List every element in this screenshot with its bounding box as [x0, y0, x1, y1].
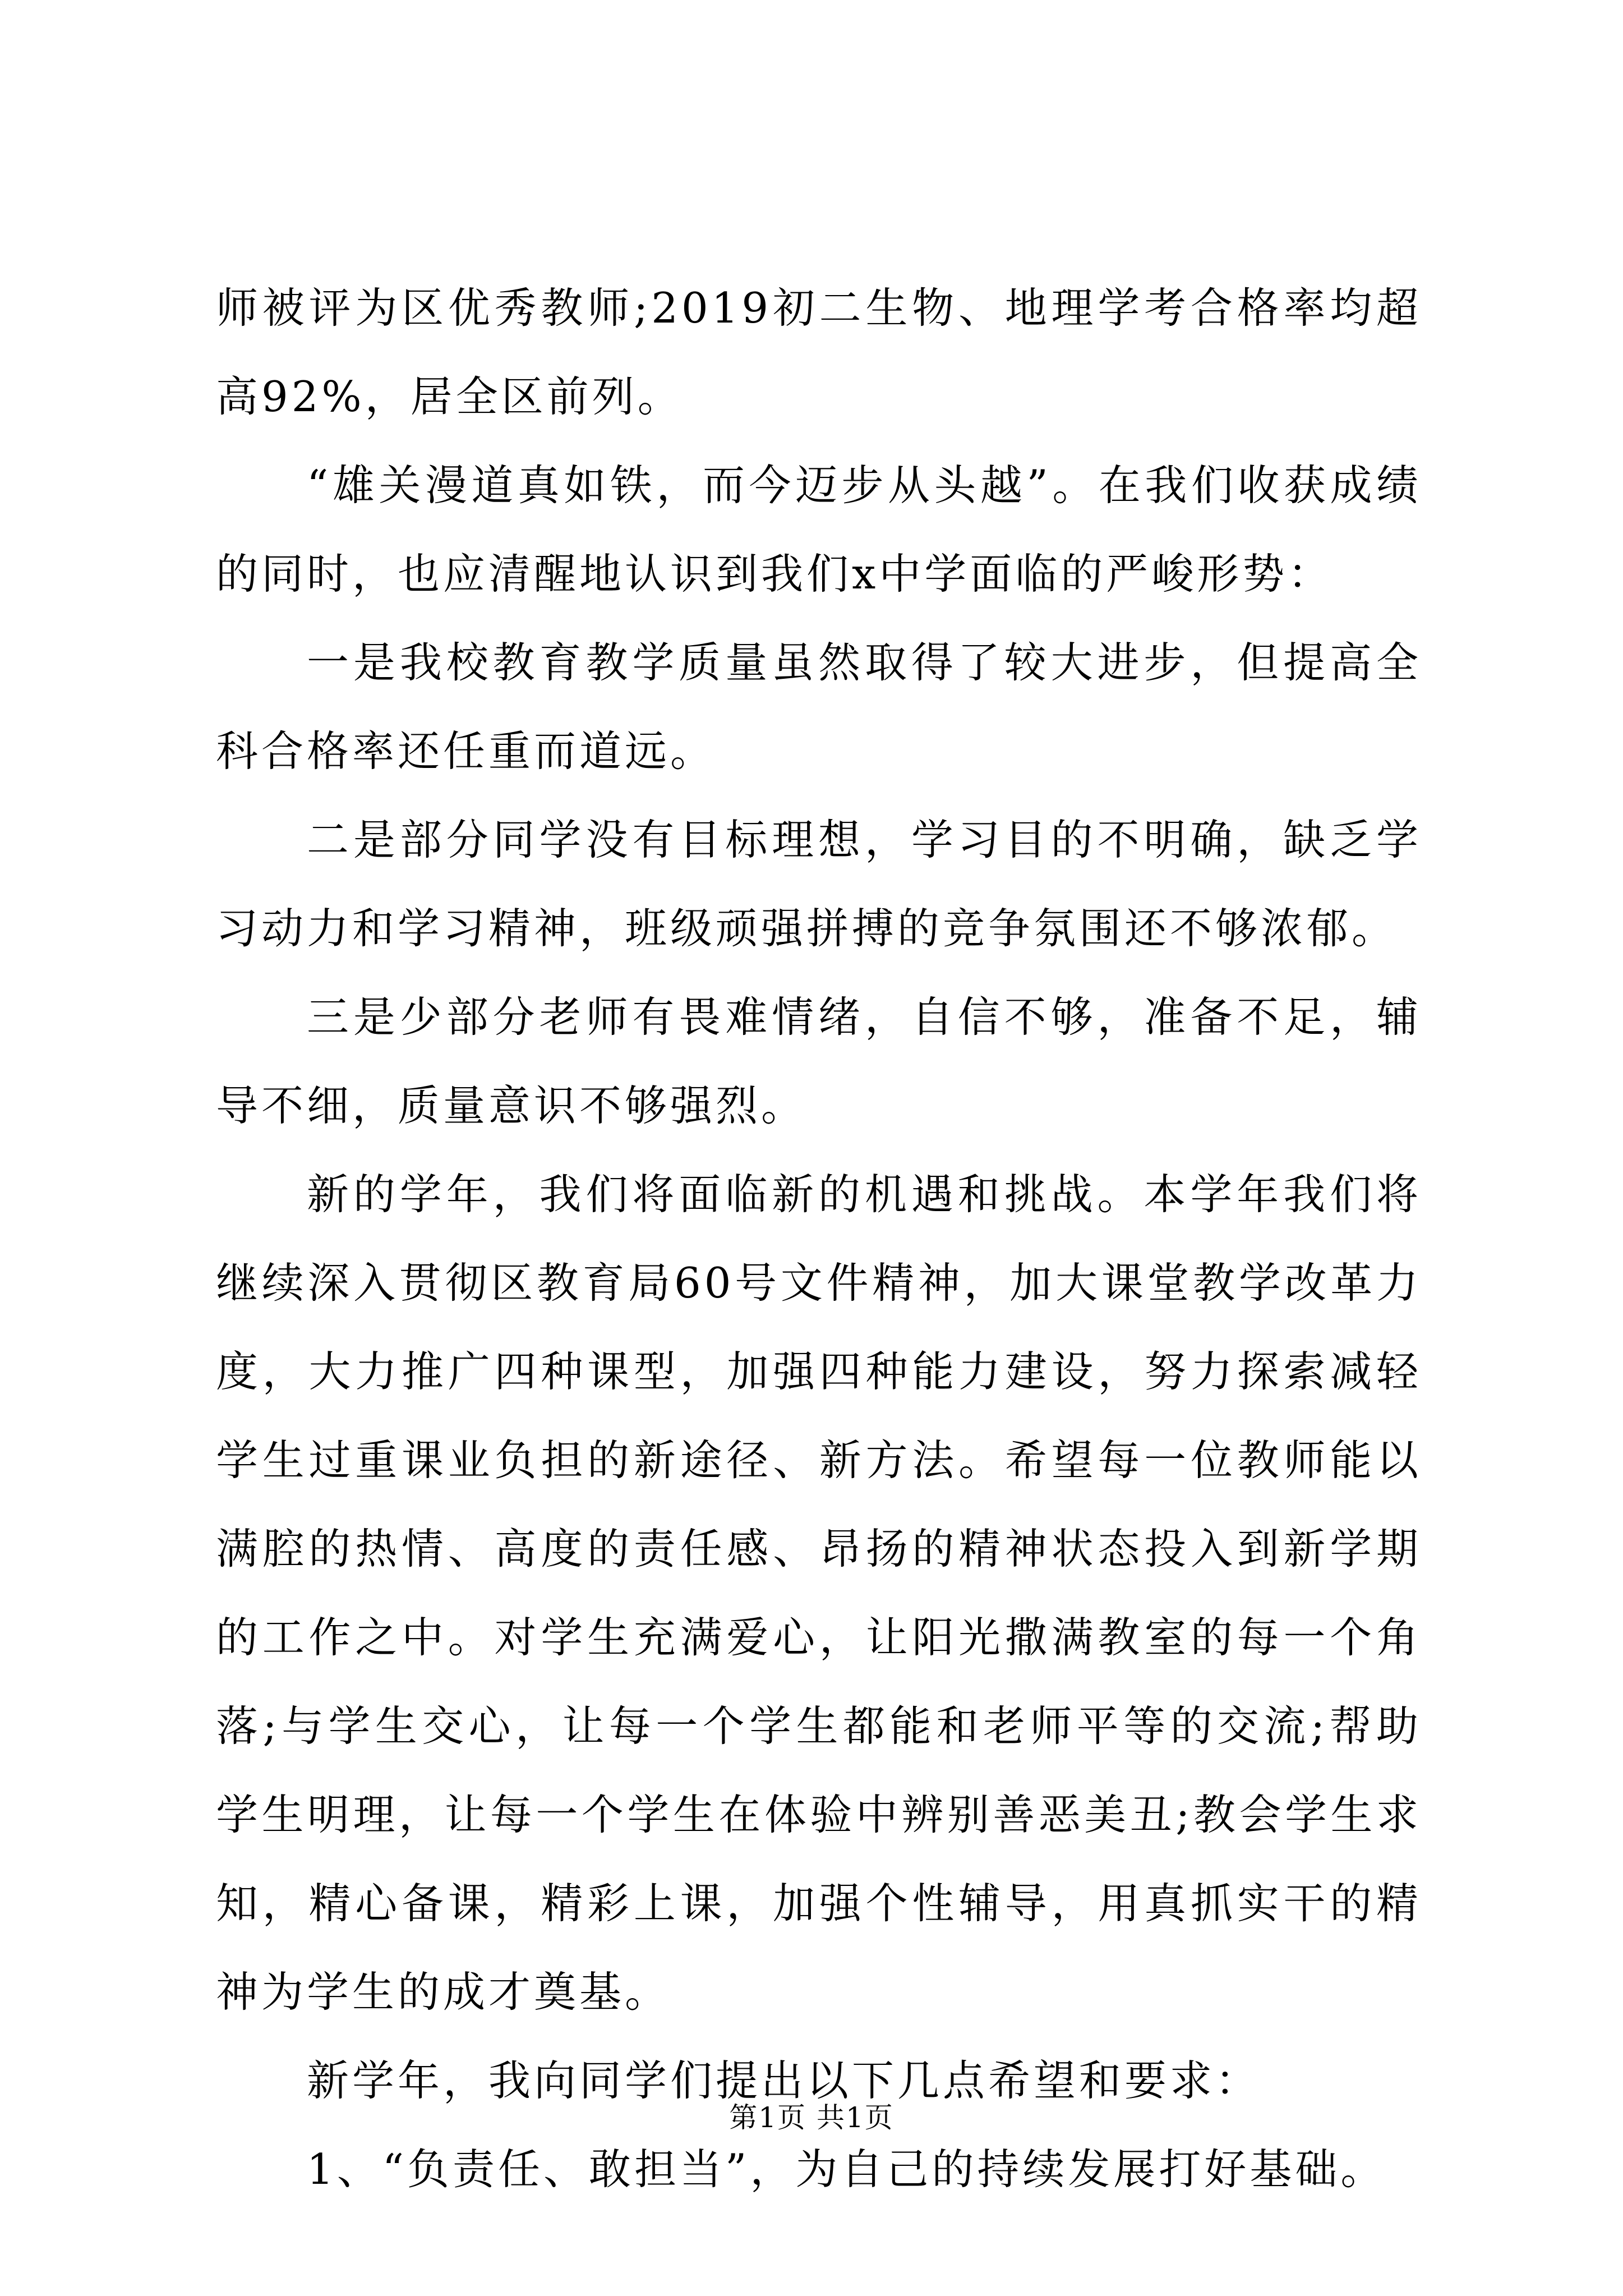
paragraph-4: 二是部分同学没有目标理想，学习目的不明确，缺乏学习动力和学习精神，班级顽强拼搏的竞争氛围还不够浓郁。 — [216, 815, 1422, 953]
paragraph-8: 1、“负责任、敢担当”，为自己的持续发展打好基础。 — [307, 2145, 1386, 2194]
paragraph-2: “雄关漫道真如铁，而今迈步从头越”。在我们收获成绩的同时，也应清醒地认识到我们x中学面临的严峻形势： — [216, 461, 1422, 599]
paragraph-1: 师被评为区优秀教师;2019初二生物、地理学考合格率均超高92%，居全区前列。 — [216, 283, 1422, 421]
paragraph-7: 新学年，我向同学们提出以下几点希望和要求： — [307, 2056, 1261, 2105]
page-footer: 第1页 共1页 — [729, 2101, 894, 2134]
paragraph-5: 三是少部分老师有畏难情绪，自信不够，准备不足，辅导不细，质量意识不够强烈。 — [216, 992, 1422, 1130]
document-body — [216, 264, 1422, 2214]
paragraph-6: 新的学年，我们将面临新的机遇和挑战。本学年我们将继续深入贯彻区教育局60号文件精神，加大课堂教学改革力度，大力推广四种课型，加强四种能力建设，努力探索减轻学生过重课业负担的新途径、新方法。希望每一位教师能以满腔的热情、高度的责任感、昂扬的精神状态投入到新学期的工作之中。对学生充满爱心，让阳光撒满教室的每一个角落;与学生交心，让每一个学生都能和老师平等的交流;帮助学生明理，让每一个学生在体验中辨别善恶美丑;教会学生求知，精心备课，精彩上课，加强个性辅导，用真抓实干的精神为学生的成才奠基。 — [216, 1170, 1422, 2017]
paragraph-3: 一是我校教育教学质量虽然取得了较大进步，但提高全科合格率还任重而道远。 — [216, 638, 1422, 776]
